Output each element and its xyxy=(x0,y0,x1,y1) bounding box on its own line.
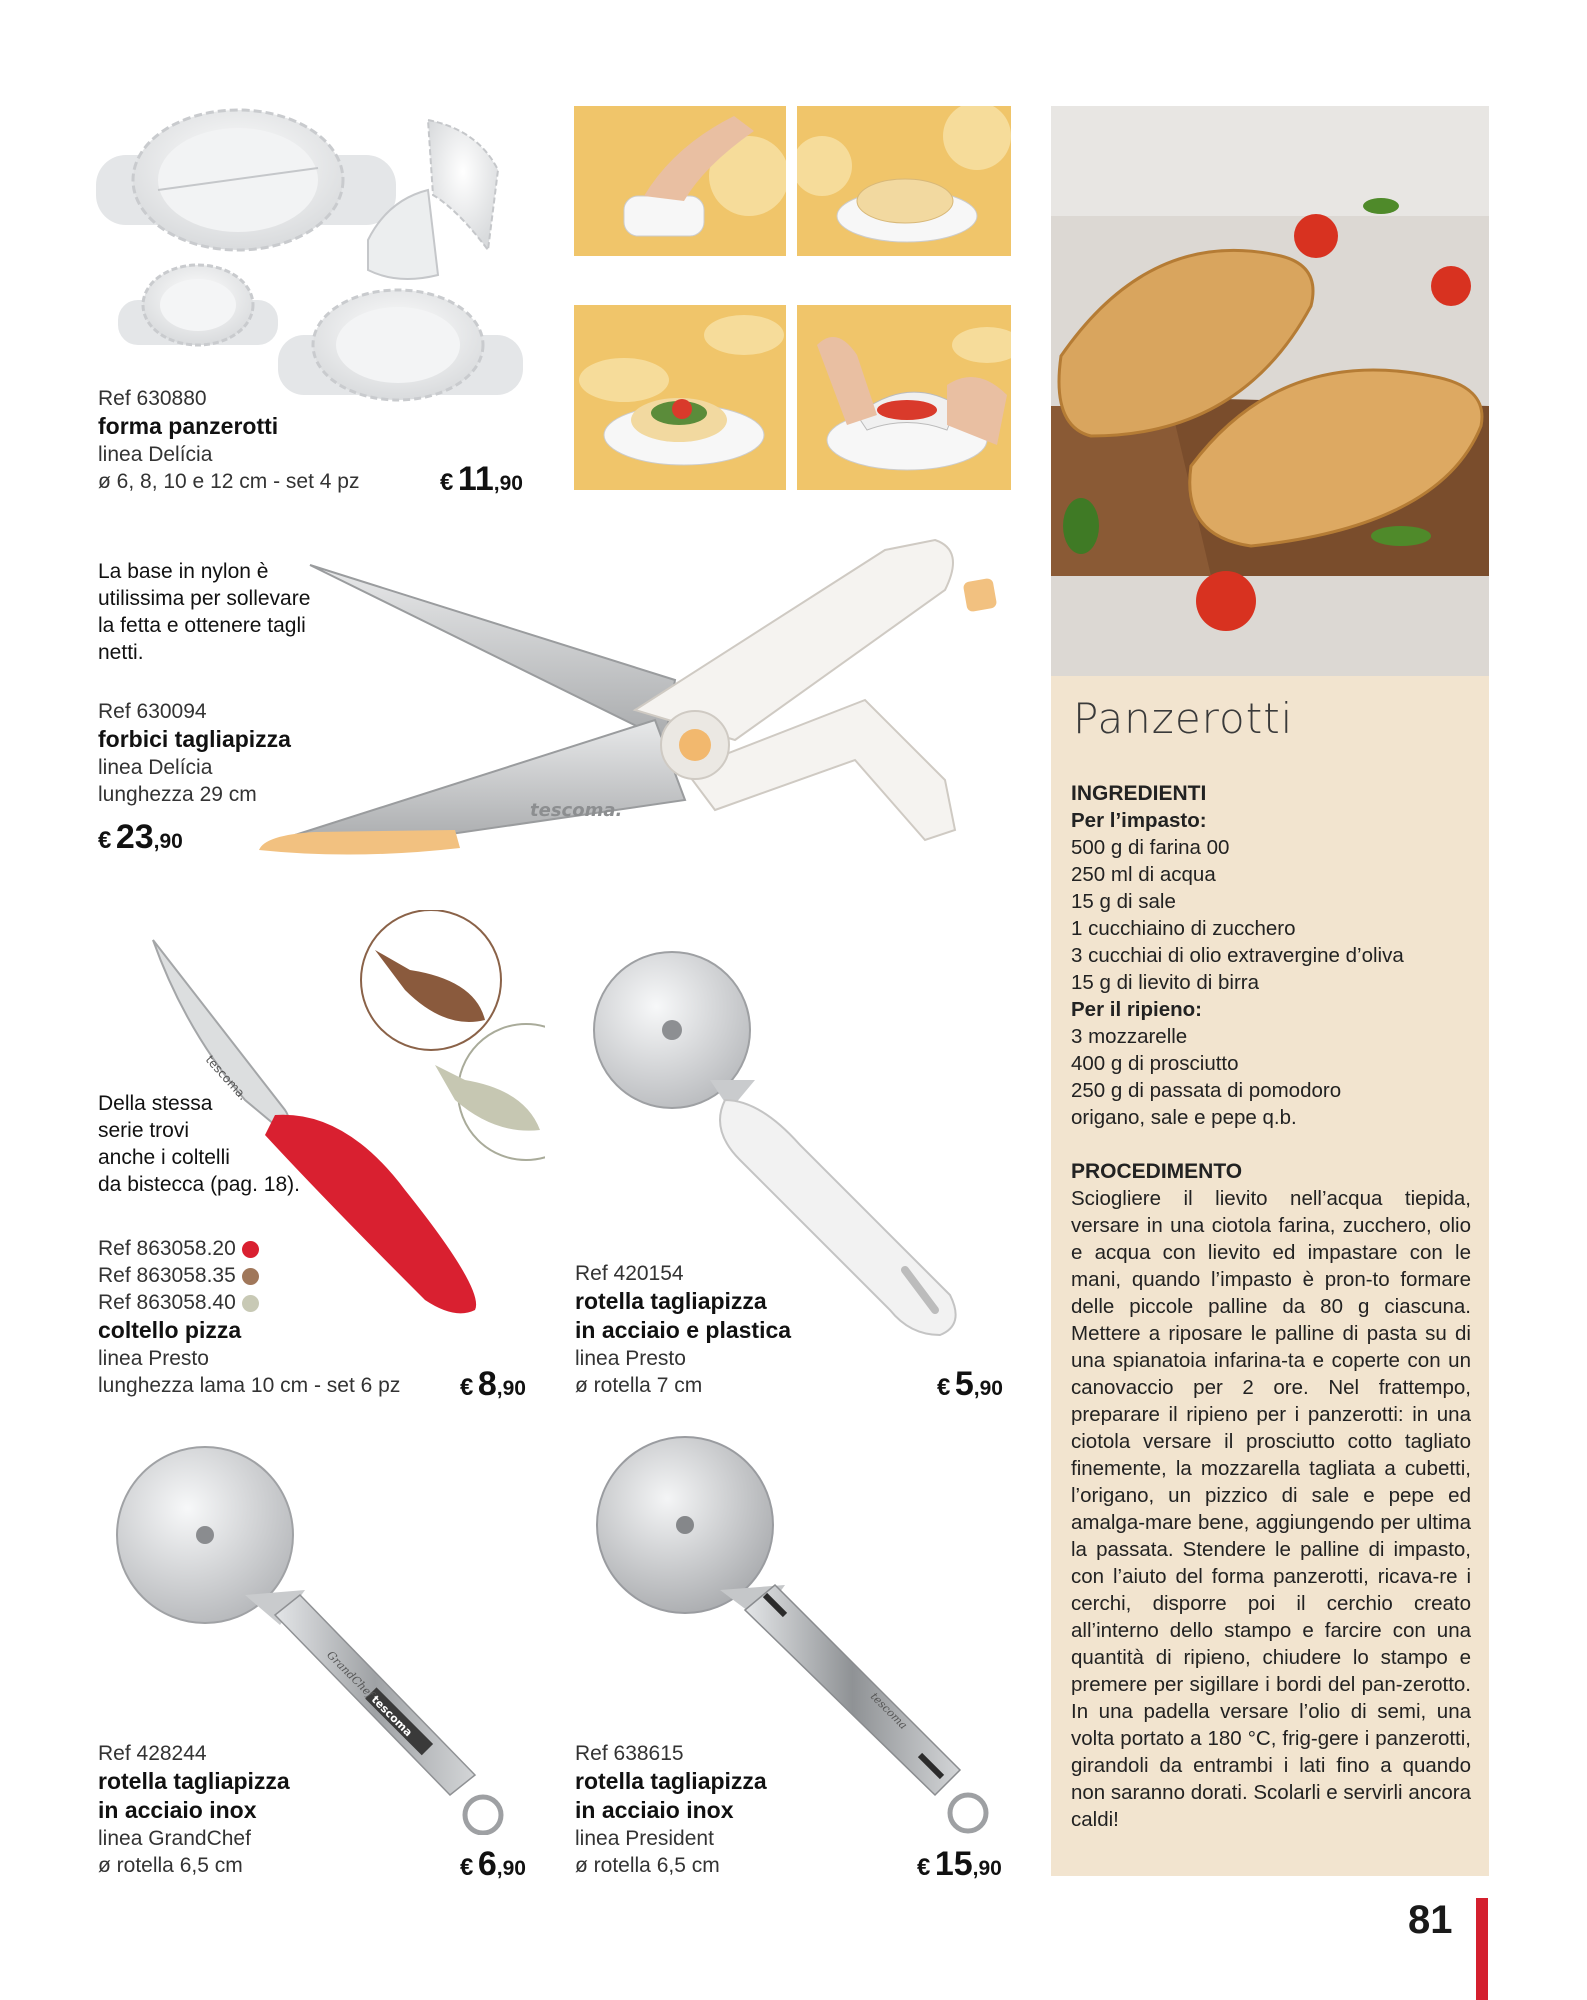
impasto-heading: Per l’impasto: xyxy=(1071,809,1207,832)
product-spec: ø rotella 7 cm xyxy=(575,1374,703,1397)
impasto-item: 500 g di farina 00 xyxy=(1071,836,1230,859)
product-line: linea Presto xyxy=(575,1347,686,1370)
recipe-panel xyxy=(1051,106,1489,1876)
page-accent-bar xyxy=(1476,1898,1488,2000)
step-photo-2 xyxy=(797,106,1011,256)
grandchef-line-mark: GrandChef xyxy=(324,1648,377,1701)
page-number: 81 xyxy=(1408,1898,1453,1942)
forma-panzerotti-price: € 11,90 xyxy=(440,460,523,498)
rotella-grandchef-info xyxy=(98,1740,398,1879)
color-swatch-beige xyxy=(242,1295,259,1312)
product-ref: Ref 630094 xyxy=(98,700,207,723)
product-spec: ø rotella 6,5 cm xyxy=(575,1854,720,1877)
recipe-title: Panzerotti xyxy=(1073,694,1294,743)
product-spec: ø rotella 6,5 cm xyxy=(98,1854,243,1877)
product-name: forma panzerotti xyxy=(98,413,279,439)
impasto-item: 1 cucchiaino di zucchero xyxy=(1071,917,1296,940)
product-name: rotella tagliapizza xyxy=(575,1768,767,1794)
color-swatch-brown xyxy=(242,1268,259,1285)
product-ref: Ref 420154 xyxy=(575,1262,684,1285)
impasto-item: 250 ml di acqua xyxy=(1071,863,1216,886)
product-line: linea GrandChef xyxy=(98,1827,251,1850)
product-ref-red: Ref 863058.20 xyxy=(98,1235,478,1262)
product-line: linea President xyxy=(575,1827,714,1850)
rotella-president-info xyxy=(575,1740,875,1879)
ripieno-item: 250 g di passata di pomodoro xyxy=(1071,1079,1342,1102)
product-spec: ø 6, 8, 10 e 12 cm - set 4 pz xyxy=(98,470,360,493)
product-spec: lunghezza lama 10 cm - set 6 pz xyxy=(98,1374,401,1397)
product-name-line2: in acciaio inox xyxy=(98,1797,257,1823)
forma-panzerotti-image xyxy=(88,100,528,420)
ripieno-item: 3 mozzarelle xyxy=(1071,1025,1188,1048)
procedure-heading: PROCEDIMENTO xyxy=(1071,1160,1243,1183)
forbici-note: La base in nylon è utilissima per sollevare la fetta e ottenere tagli netti. xyxy=(98,560,311,664)
president-brand: tescoma xyxy=(867,1689,910,1732)
product-name: forbici tagliapizza xyxy=(98,726,291,752)
step-photo-4 xyxy=(797,305,1011,490)
product-ref-beige: Ref 863058.40 xyxy=(98,1289,478,1316)
product-name-line2: in acciaio e plastica xyxy=(575,1317,792,1343)
rotella-presto-info xyxy=(575,1260,875,1399)
product-ref: Ref 630880 xyxy=(98,387,207,410)
product-ref-brown: Ref 863058.35 xyxy=(98,1262,478,1289)
coltello-note: Della stessa serie trovi anche i coltelli da bistecca (pag. 18). xyxy=(98,1092,300,1196)
coltello-brand: tescoma. xyxy=(202,1052,251,1103)
product-ref: Ref 638615 xyxy=(575,1742,684,1765)
product-name-line2: in acciaio inox xyxy=(575,1797,734,1823)
forbici-brand: tescoma. xyxy=(530,800,623,821)
product-ref: Ref 428244 xyxy=(98,1742,207,1765)
rotella-grandchef-price: € 6,90 xyxy=(460,1845,526,1883)
ingredients-heading: INGREDIENTI xyxy=(1071,782,1207,805)
impasto-item: 15 g di sale xyxy=(1071,890,1176,913)
ripieno-heading: Per il ripieno: xyxy=(1071,998,1202,1021)
product-name: coltello pizza xyxy=(98,1317,242,1343)
forbici-info xyxy=(98,698,398,808)
product-name: rotella tagliapizza xyxy=(575,1288,767,1314)
procedure-text: Sciogliere il lievito nell’acqua tiepida, versare in una ciotola farina, zucchero, olio e acqua con lievito ed impastare con le mani, quando l’impasto è pron-to formare delle piccole palline da 80 g ciascuna. Mettere a riposare le palline di pasta su di una spianatoia infarina-ta e coperte con un canovaccio per 2 ore. Nel frattempo, preparare il ripieno per i panzerotti: in una ciotola versare il prosciutto cotto tagliato finemente, la mozzarella tagliata a cubetti, l’origano, un pizzico di sale e pepe ed amalga-mare bene, aggiungendo per ultima la passata. Stendere le palline di impasto, con l’aiuto del forma panzerotti, ricava-re i cerchi, disporre poi il cerchio creato all’interno dello stampo e farcire con una quantità di ripieno, chiudere lo stampo e premere per sigillare i bordi del pan-zerotto. In una padella versare l’olio di semi, una volta portato a 180 °C, frig-gere i panzerotti, girandoli da entrambi i lati fino a quando non saranno dorati. Scolarli e servirli ancora caldi! xyxy=(1071,1187,1471,1831)
product-line: linea Presto xyxy=(98,1347,209,1370)
product-line: linea Delícia xyxy=(98,443,213,466)
impasto-item: 3 cucchiai di olio extravergine d’oliva xyxy=(1071,944,1404,967)
coltello-info xyxy=(98,1235,478,1399)
forbici-image xyxy=(255,530,1025,860)
impasto-item: 15 g di lievito di birra xyxy=(1071,971,1260,994)
grandchef-brand: tescoma xyxy=(368,1693,415,1740)
ripieno-item: origano, sale e pepe q.b. xyxy=(1071,1106,1297,1129)
coltello-price: € 8,90 xyxy=(460,1365,526,1403)
color-swatch-red xyxy=(242,1241,259,1258)
recipe-body xyxy=(1071,780,1471,1833)
rotella-presto-price: € 5,90 xyxy=(937,1365,1003,1403)
product-line: linea Delícia xyxy=(98,756,213,779)
product-spec: lunghezza 29 cm xyxy=(98,783,257,806)
ripieno-item: 400 g di prosciutto xyxy=(1071,1052,1239,1075)
panzerotti-photo xyxy=(1051,106,1489,676)
forbici-price: € 23,90 xyxy=(98,818,183,856)
product-name: rotella tagliapizza xyxy=(98,1768,290,1794)
step-photo-1 xyxy=(574,106,786,256)
rotella-president-price: € 15,90 xyxy=(917,1845,1002,1883)
step-photo-3 xyxy=(574,305,786,490)
